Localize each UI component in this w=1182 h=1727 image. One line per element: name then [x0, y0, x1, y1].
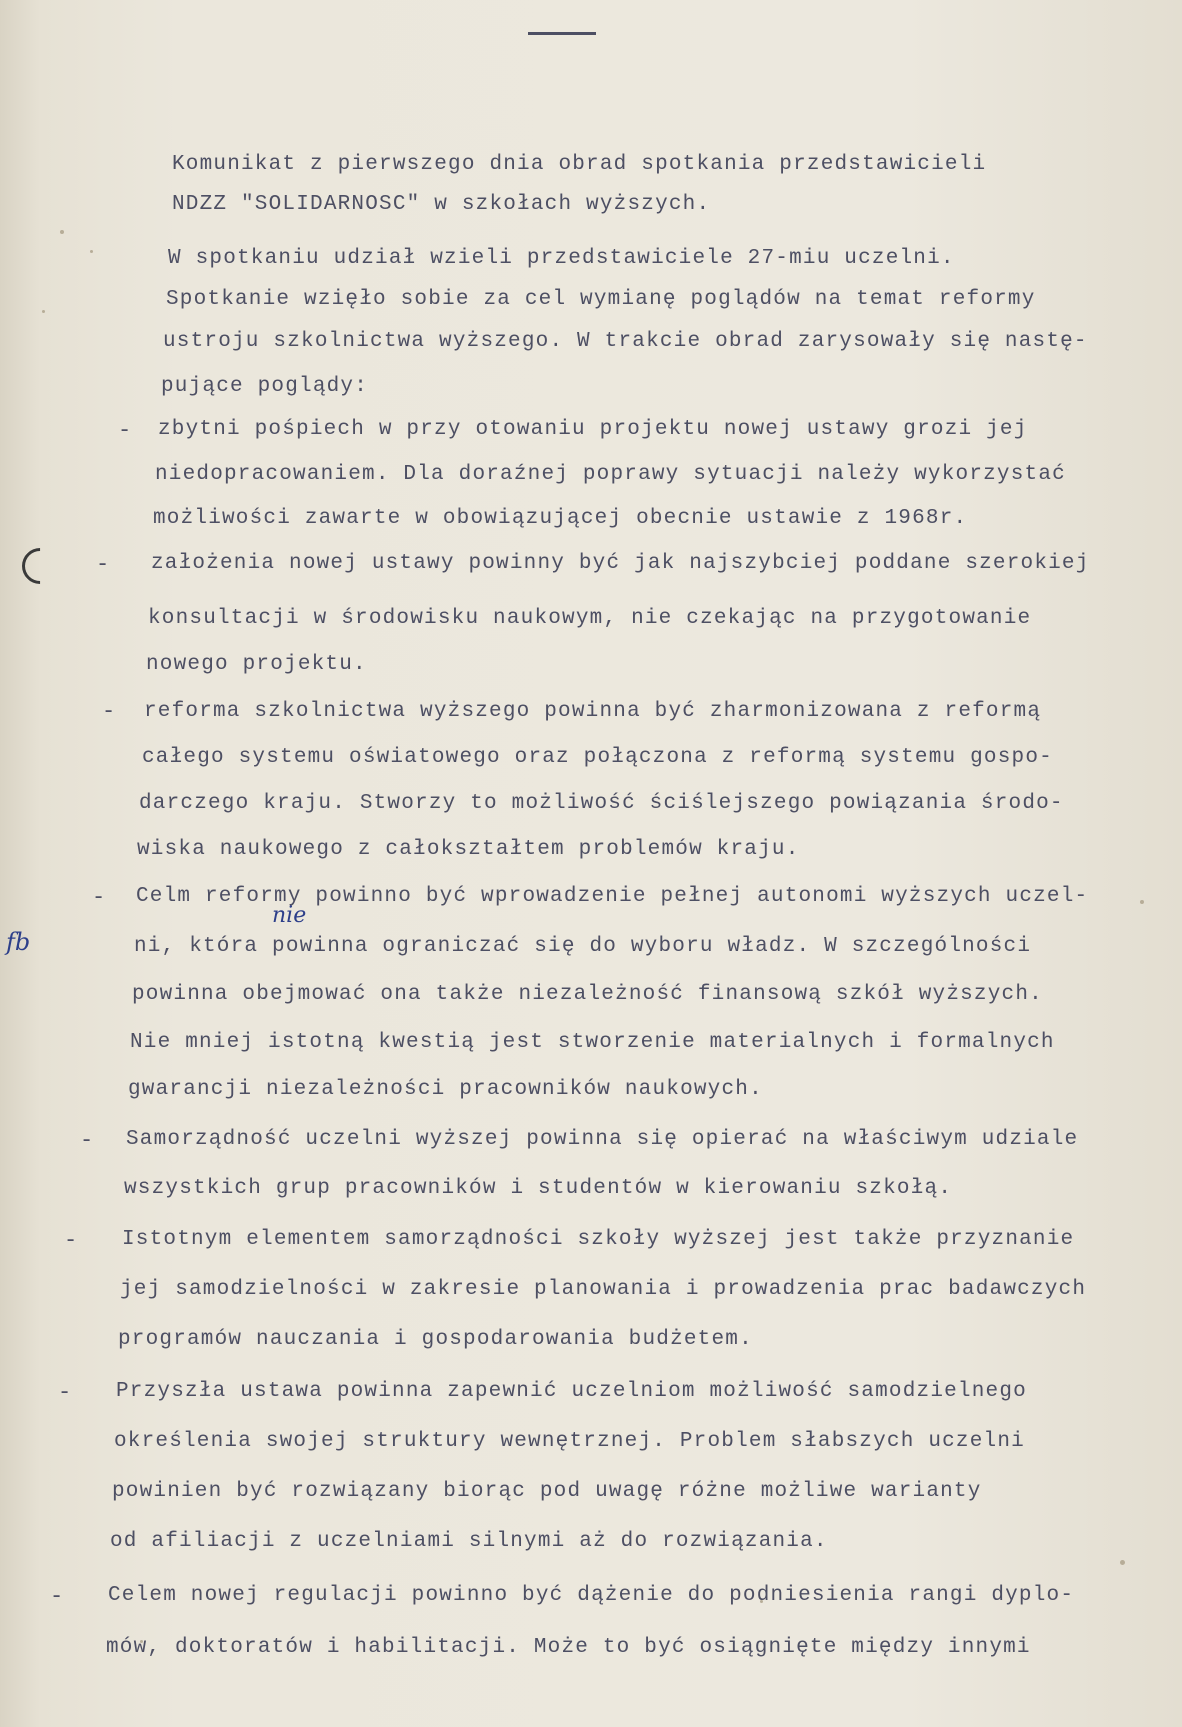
paper-speck — [1140, 900, 1144, 904]
bullet-dash: - — [80, 1128, 94, 1153]
paper-speck — [42, 310, 45, 313]
text-line: Celem nowej regulacji powinno być dążenie do podniesienia rangi dyplo- — [108, 1584, 1075, 1607]
text-line: możliwości zawarte w obowiązującej obecnie ustawie z 1968r. — [153, 507, 968, 530]
bullet-dash: - — [50, 1584, 64, 1609]
text-line: nowego projektu. — [146, 653, 367, 676]
text-line: założenia nowej ustawy powinny być jak najszybciej poddane szerokiej — [151, 552, 1090, 575]
text-line: konsultacji w środowisku naukowym, nie czekając na przygotowanie — [148, 607, 1032, 630]
text-line: Spotkanie wzięło sobie za cel wymianę poglądów na temat reformy — [166, 288, 1036, 311]
text-line: niedopracowaniem. Dla doraźnej poprawy sytuacji należy wykorzystać — [155, 463, 1066, 486]
text-line: jej samodzielności w zakresie planowania i prowadzenia prac badawczych — [120, 1278, 1087, 1301]
text-line: Komunikat z pierwszego dnia obrad spotkania przedstawicieli — [172, 153, 987, 176]
text-line: określenia swojej struktury wewnętrznej. Problem słabszych uczelni — [114, 1430, 1025, 1453]
bullet-dash: - — [118, 418, 132, 443]
bullet-dash: - — [92, 885, 106, 910]
text-line: programów nauczania i gospodarowania budżetem. — [118, 1328, 753, 1351]
bullet-dash: - — [58, 1380, 72, 1405]
text-line: ni, która powinna ograniczać się do wyboru władz. W szczególności — [134, 935, 1032, 958]
bullet-dash: - — [64, 1228, 78, 1253]
punch-hole-mark — [15, 541, 66, 592]
text-line: pujące poglądy: — [161, 375, 369, 398]
text-line: Istotnym elementem samorządności szkoły wyższej jest także przyznanie — [122, 1228, 1075, 1251]
paper-speck — [1120, 1560, 1125, 1565]
text-line: ustroju szkolnictwa wyższego. W trakcie obrad zarysowały się nastę- — [163, 330, 1088, 353]
bullet-dash: - — [96, 552, 110, 577]
text-line: zbytni pośpiech w przy otowaniu projektu nowej ustawy grozi jej — [158, 418, 1028, 441]
text-line: powinna obejmować ona także niezależność finansową szkół wyższych. — [132, 983, 1043, 1006]
text-line: Samorządność uczelni wyższej powinna się opierać na właściwym udziale — [126, 1128, 1079, 1151]
text-line: całego systemu oświatowego oraz połączona z reformą systemu gospo- — [142, 746, 1053, 769]
text-line: wiska naukowego z całokształtem problemów kraju. — [137, 838, 800, 861]
text-line: od afiliacji z uczelniami silnymi aż do rozwiązania. — [110, 1530, 828, 1553]
text-line: mów, doktoratów i habilitacji. Może to być osiągnięte między innymi — [106, 1636, 1031, 1659]
paper-speck — [90, 250, 93, 253]
text-line: W spotkaniu udział wzieli przedstawiciele 27-miu uczelni. — [168, 247, 955, 270]
text-line: reforma szkolnictwa wyższego powinna być zharmonizowana z reformą — [144, 700, 1042, 723]
handwritten-margin-mark: fb — [6, 928, 31, 956]
text-line: Celm reformy powinno być wprowadzenie pełnej autonomi wyższych uczel- — [136, 885, 1089, 908]
bullet-dash: - — [102, 699, 116, 724]
handwritten-insert: nie — [272, 903, 307, 928]
paper-speck — [60, 230, 64, 234]
text-line: Nie mniej istotną kwestią jest stworzenie materialnych i formalnych — [130, 1031, 1055, 1054]
text-line: gwarancji niezależności pracowników naukowych. — [128, 1078, 763, 1101]
text-line: Przyszła ustawa powinna zapewnić uczelniom możliwość samodzielnego — [116, 1380, 1027, 1403]
text-line: powinien być rozwiązany biorąc pod uwagę różne możliwe warianty — [112, 1480, 982, 1503]
text-line: darczego kraju. Stworzy to możliwość ściślejszego powiązania środo- — [139, 792, 1064, 815]
text-line: wszystkich grup pracowników i studentów w kierowaniu szkołą. — [124, 1177, 953, 1200]
text-line: NDZZ "SOLIDARNOSC" w szkołach wyższych. — [172, 193, 711, 216]
top-center-mark — [528, 32, 596, 35]
